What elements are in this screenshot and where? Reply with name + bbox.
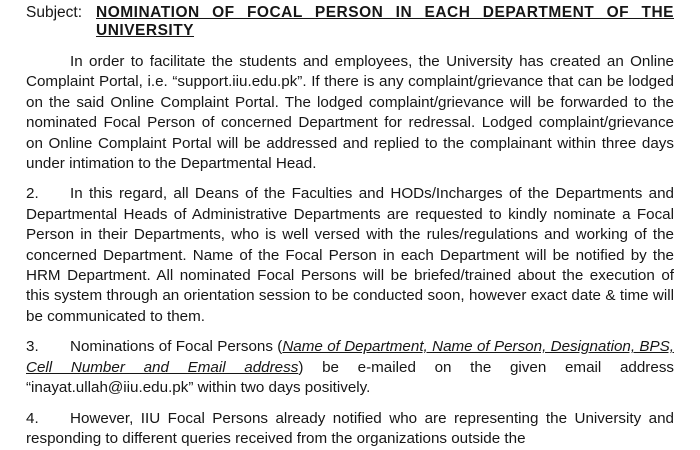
paragraph-3	[26, 337, 674, 398]
subject-title: NOMINATION OF FOCAL PERSON IN EACH DEPARTMENT OF THE UNIVERSITY	[96, 4, 674, 39]
subject-line	[26, 4, 674, 40]
paragraph-2	[26, 184, 674, 327]
paragraph-3-number: 3.	[26, 338, 39, 356]
subject-label: Subject:	[26, 4, 83, 21]
paragraph-3-text-pre: Nominations of Focal Persons (	[70, 338, 283, 356]
paragraph-2-number: 2.	[26, 185, 39, 203]
paragraph-2-text: In this regard, all Deans of the Faculties and HODs/Incharges of the Departments and Departmental Heads of Administrative Departments are requested to kindly nominate a Focal Person in their Departments, who is well versed with the rules/regulations and working of the concerned Department. Name of the Focal Person in each Department will be notified by the HRM Department. All nominated Focal Persons will be briefed/trained about the execution of this system through an orientation session to be conducted soon, however exact date & time will be communicated to them.	[26, 185, 674, 325]
paragraph-4-text: However, IIU Focal Persons already notified who are representing the University and responding to different queries received from the organizations outside the	[26, 409, 674, 447]
paragraph-4-number: 4.	[26, 409, 39, 427]
paragraph-3-text-post: ) be e-mailed on the given email address “inayat.ullah@iiu.edu.pk” within two days positively.	[26, 358, 675, 397]
paragraph-3-emphasis: Name of Department, Name of Person, Designation, BPS, Cell Number and Email address	[26, 338, 674, 376]
paragraph-4	[26, 409, 674, 450]
paragraph-1: In order to facilitate the students and employees, the University has created an Online Complaint Portal, i.e. “support.iiu.edu.pk”. If there is any complaint/grievance that can be lodged on the said Online Complaint Portal. The lodged complaint/grievance will be forwarded to the nominated Focal Person of concerned Department for redressal. Lodged complaint/grievance on Online Complaint Portal will be addressed and replied to the complainant within three days under intimation to the Departmental Head.	[26, 53, 674, 173]
